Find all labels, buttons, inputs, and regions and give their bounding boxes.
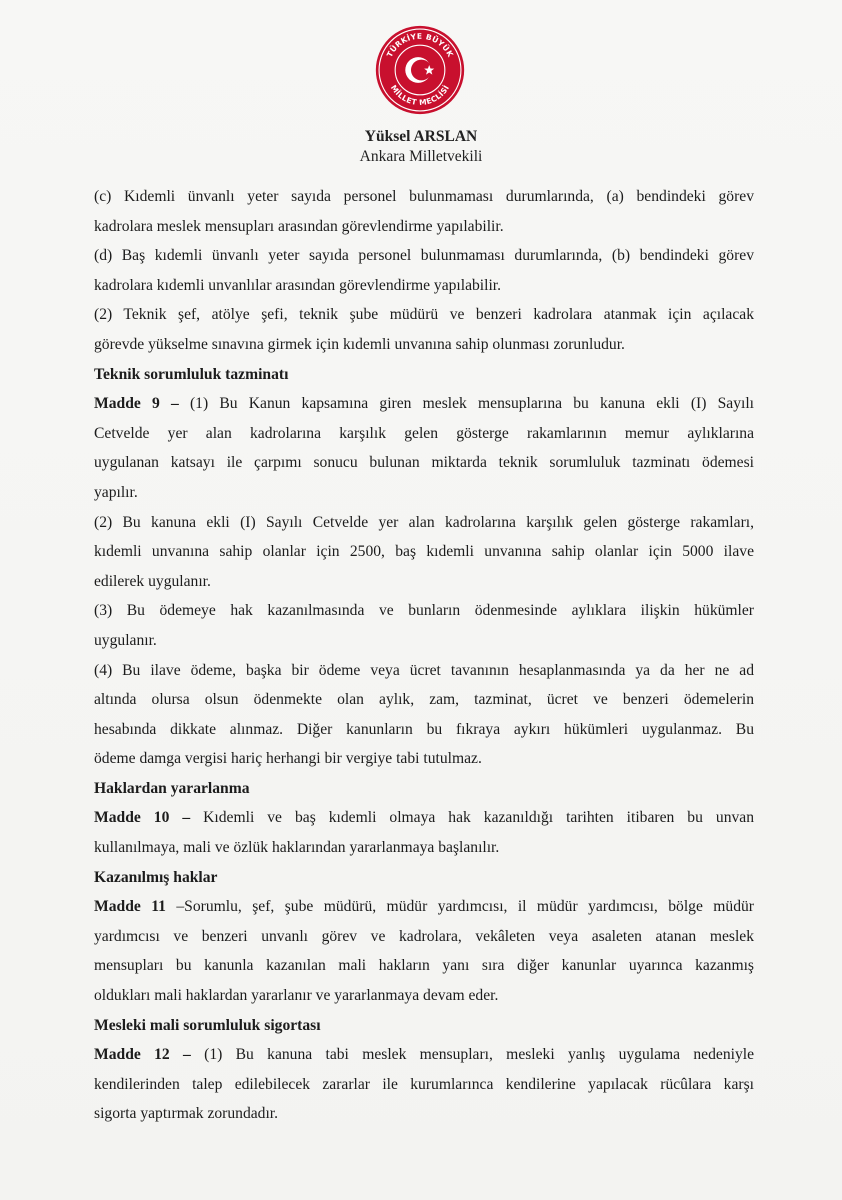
line-text: uygulanan katsayı ile çarpımı sonucu bulunan miktarda teknik sorumluluk tazminatı ödemesi [94, 454, 754, 472]
text-line [94, 419, 754, 449]
svg-text:TÜRKİYE BÜYÜK: TÜRKİYE BÜYÜK [384, 31, 456, 59]
text-line [94, 537, 754, 567]
text-line [94, 656, 754, 686]
section-heading: Kazanılmış haklar [94, 868, 218, 886]
text-line [94, 1040, 754, 1070]
line-text: (c) Kıdemli ünvanlı yeter sayıda personel bulunmaması durumlarında, (a) bendindeki görev [94, 188, 754, 205]
text-line [94, 1099, 754, 1129]
text-line [94, 271, 754, 301]
article-number: Madde 10 – [94, 809, 191, 827]
text-line [94, 241, 754, 271]
document-body [94, 182, 754, 1129]
line-text: yapılır. [94, 483, 138, 501]
line-text: (4) Bu ilave ödeme, başka bir ödeme veya ücret tavanının hesaplanmasında ya da her ne ad [94, 661, 754, 679]
line-text: kıdemli unvanına sahip olanlar için 2500, baş kıdemli unvanına sahip olanlar için 5000 ilave [94, 543, 754, 561]
line-text: kendilerinden talep edilebilecek zararlar ile kurumlarınca kendilerine yapılacak rücûlara karşı [94, 1075, 754, 1093]
member-name: Yüksel ARSLAN [364, 128, 478, 145]
line-text: –Sorumlu, şef, şube müdürü, müdür yardımcısı, il müdür yardımcısı, bölge müdür [165, 898, 755, 916]
line-text: hesabında dikkate alınmaz. Diğer kanunların bu fıkraya aykırı hükümleri uygulanmaz. Bu [94, 720, 754, 738]
text-line [94, 892, 754, 922]
text-line [94, 744, 754, 774]
article-number: Madde 9 – [94, 395, 179, 413]
text-line [94, 1070, 754, 1100]
line-text: uygulanır. [94, 631, 157, 649]
text-line [94, 685, 754, 715]
section-heading: Teknik sorumluluk tazminatı [94, 365, 289, 383]
line-text: sigorta yaptırmak zorundadır. [94, 1105, 279, 1123]
line-text: mensupları bu kanunla kazanılan mali hakların yanı sıra diğer kanunlar uyarınca kazanmış [94, 957, 754, 975]
line-text: edilerek uygulanır. [94, 572, 211, 590]
line-text: (3) Bu ödemeye hak kazanılmasında ve bunların ödenmesinde aylıklara ilişkin hükümler [94, 602, 754, 620]
text-line [94, 330, 754, 360]
text-line [94, 951, 754, 981]
text-line [94, 803, 754, 833]
text-line [94, 981, 754, 1011]
article-number: Madde 11 [94, 898, 166, 916]
line-text: Kıdemli ve baş kıdemli olmaya hak kazanıldığı tarihten itibaren bu unvan [190, 809, 755, 827]
text-line [94, 212, 754, 242]
text-line [94, 389, 754, 419]
text-line [94, 833, 754, 863]
text-line [94, 300, 754, 330]
text-line [94, 922, 754, 952]
line-text: kadrolara kıdemli unvanlılar arasından görevlendirme yapılabilir. [94, 276, 502, 294]
member-title: Ankara Milletvekili [359, 148, 483, 165]
section-heading: Haklardan yararlanma [94, 779, 250, 797]
line-text: (1) Bu Kanun kapsamına giren meslek mensuplarına bu kanuna ekli (I) Sayılı [178, 395, 755, 413]
line-text: oldukları mali haklardan yararlanır ve yararlanmaya devam eder. [94, 987, 499, 1005]
line-text: kullanılmaya, mali ve özlük haklarından yararlanmaya başlanılır. [94, 839, 500, 857]
line-text: (2) Teknik şef, atölye şefi, teknik şube müdürü ve benzeri kadrolara atanmak için açılacak [94, 306, 754, 324]
svg-text:MİLLET MECLİSİ: MİLLET MECLİSİ [388, 83, 452, 108]
line-text: kadrolara meslek mensupları arasından görevlendirme yapılabilir. [94, 217, 504, 235]
text-line [94, 596, 754, 626]
line-text: görevde yükselme sınavına girmek için kıdemli unvanına sahip olunması zorunludur. [94, 335, 625, 353]
text-line [94, 478, 754, 508]
line-text: (1) Bu kanuna tabi meslek mensupları, mesleki yanlış uygulama nedeniyle [190, 1046, 754, 1064]
line-text: yardımcısı ve benzeri unvanlı görev ve kadrolara, vekâleten veya asaleten atanan meslek [94, 927, 754, 945]
text-line [94, 448, 754, 478]
line-text: (2) Bu kanuna ekli (I) Sayılı Cetvelde yer alan kadrolarına karşılık gelen gösterge rakamları, [94, 513, 754, 531]
article-number: Madde 12 – [94, 1046, 191, 1064]
text-line [94, 626, 754, 656]
text-line [94, 508, 754, 538]
text-line [94, 182, 754, 212]
section-heading: Mesleki mali sorumluluk sigortası [94, 1016, 321, 1034]
line-text: Cetvelde yer alan kadrolarına karşılık gelen gösterge rakamlarının memur aylıklarına [94, 424, 754, 442]
text-line [94, 715, 754, 745]
parliament-seal-logo [374, 24, 466, 116]
line-text: ödeme damga vergisi hariç herhangi bir vergiye tabi tutulmaz. [94, 750, 482, 768]
text-line [94, 567, 754, 597]
line-text: (d) Baş kıdemli ünvanlı yeter sayıda personel bulunmaması durumlarında, (b) bendindeki görev [94, 247, 754, 265]
line-text: altında olursa olsun ödenmekte olan aylık, zam, tazminat, ücret ve benzeri ödemelerin [94, 691, 754, 709]
